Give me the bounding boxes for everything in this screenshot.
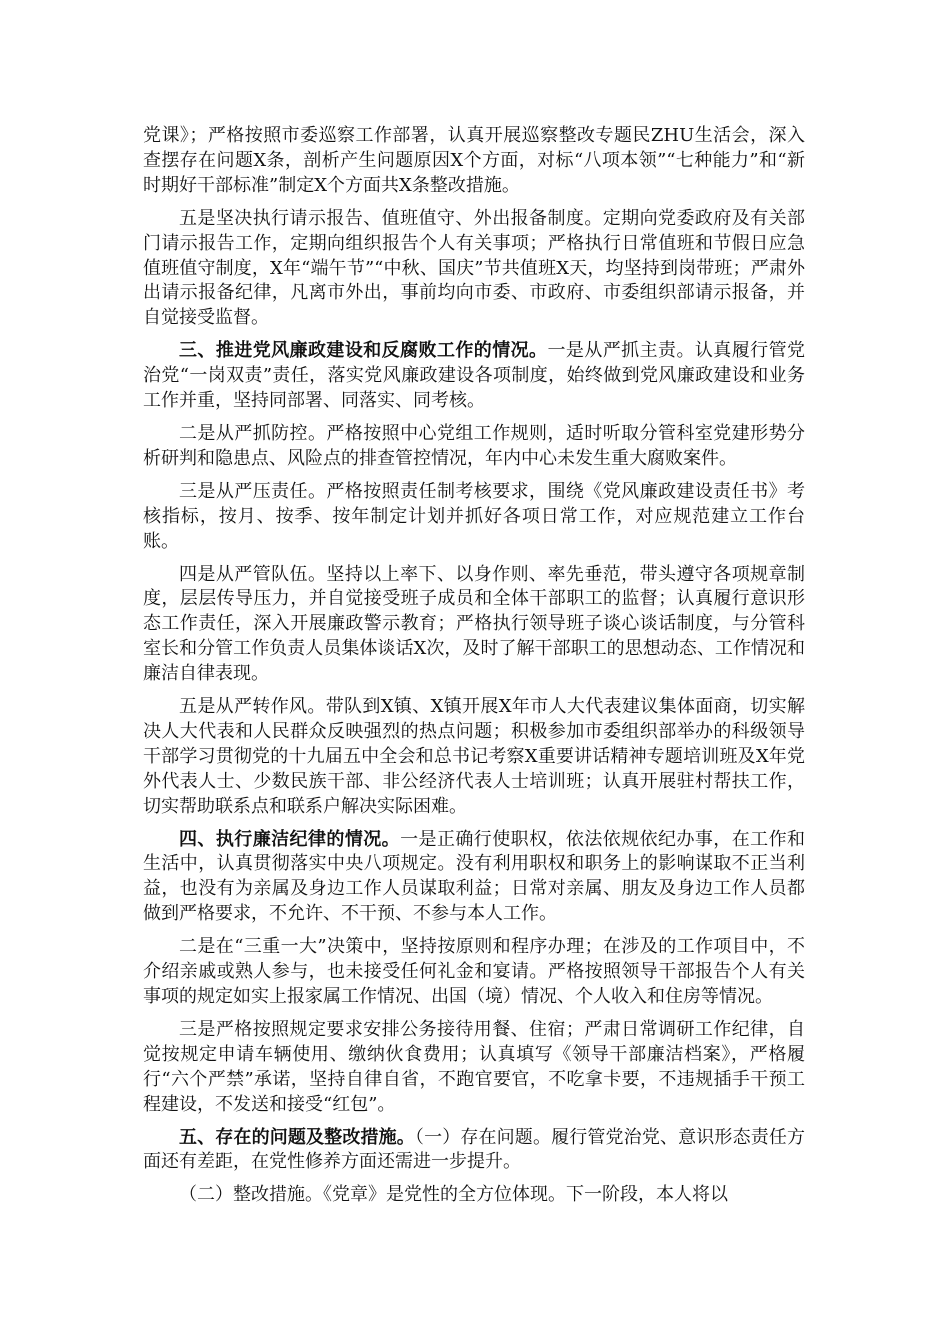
paragraph	[143, 563, 805, 688]
paragraph-text: （二）整改措施。《党章》是党性的全方位体现。下一阶段，本人将以	[179, 1184, 728, 1206]
section-heading: 三、推进党风廉政建设和反腐败工作的情况。	[179, 340, 548, 362]
document-body	[143, 124, 805, 1216]
paragraph	[143, 1183, 805, 1208]
paragraph-text: （一）存在问题。履行管党治党、意识形态责任方面还有差距，在党性修养方面还需进一步提升。	[143, 1126, 806, 1173]
section-heading: 四、执行廉洁纪律的情况。	[179, 828, 401, 850]
section-heading: 五、存在的问题及整改措施。	[179, 1126, 415, 1148]
paragraph-text: 一是正确行使职权，依法依规依纪办事，在工作和生活中，认真贯彻落实中央八项规定。没有利用职权和职务上的影响谋取不正当利益，也没有为亲属及身边工作人员谋取利益；日常对亲属、朋友及身边工作人员都做到严格要求，不允许、不干预、不参与本人工作。	[143, 828, 806, 925]
paragraph	[143, 339, 805, 414]
paragraph	[143, 828, 805, 928]
paragraph-text: 三是严格按照规定要求安排公务接待用餐、住宿；严肃日常调研工作纪律，自觉按规定申请车辆使用、缴纳伙食费用；认真填写《领导干部廉洁档案》，严格履行“六个严禁”承诺，坚持自律自省，不跑官要官，不吃拿卡要，不违规插手干预工程建设，不发送和接受“红包”。	[143, 1018, 805, 1115]
paragraph	[143, 480, 805, 555]
paragraph	[143, 422, 805, 472]
paragraph	[143, 935, 805, 1010]
paragraph	[143, 124, 805, 199]
paragraph-text: 四是从严管队伍。坚持以上率下、以身作则、率先垂范，带头遵守各项规章制度，层层传导压力，并自觉接受班子成员和全体干部职工的监督；认真履行意识形态工作责任，深入开展廉政警示教育；严格执行领导班子谈心谈话制度，与分管科室长和分管工作负责人员集体谈话X次，及时了解干部职工的思想动态、工作情况和廉洁自律表现。	[143, 563, 805, 685]
paragraph	[143, 695, 805, 820]
paragraph-text: 一是从严抓主责。认真履行管党治党“一岗双责”责任，落实党风廉政建设各项制度，始终做到党风廉政建设和业务工作并重，坚持同部署、同落实、同考核。	[143, 340, 805, 412]
paragraph-text: 党课》；严格按照市委巡察工作部署，认真开展巡察整改专题民ZHU生活会，深入查摆存在问题X条，剖析产生问题原因X个方面，对标“八项本领”“七种能力”和“新时期好干部标准”制定X个方面共X条整改措施。	[143, 125, 805, 196]
paragraph-text: 三是从严压责任。严格按照责任制考核要求，围绕《党风廉政建设责任书》考核指标，按月、按季、按年制定计划并抓好各项日常工作，对应规范建立工作台账。	[143, 480, 805, 552]
paragraph	[143, 207, 805, 332]
paragraph-text: 五是从严转作风。带队到X镇、X镇开展X年市人大代表建议集体面商，切实解决人大代表和人民群众反映强烈的热点问题；积极参加市委组织部举办的科级领导干部学习贯彻党的十九届五中全会和总书记考察X重要讲话精神专题培训班及X年党外代表人士、少数民族干部、非公经济代表人士培训班；认真开展驻村帮扶工作，切实帮助联系点和联系户解决实际困难。	[143, 696, 805, 817]
paragraph-text: 二是从严抓防控。严格按照中心党组工作规则，适时听取分管科室党建形势分析研判和隐患点、风险点的排查管控情况，年内中心未发生重大腐败案件。	[143, 422, 805, 469]
paragraph-text: 二是在“三重一大”决策中，坚持按原则和程序办理；在涉及的工作项目中，不介绍亲戚或熟人参与，也未接受任何礼金和宴请。严格按照领导干部报告个人有关事项的规定如实上报家属工作情况、出国（境）情况、个人收入和住房等情况。	[143, 936, 805, 1007]
paragraph	[143, 1126, 805, 1176]
paragraph	[143, 1018, 805, 1118]
paragraph-text: 五是坚决执行请示报告、值班值守、外出报备制度。定期向党委政府及有关部门请示报告工作，定期向组织报告个人有关事项；严格执行日常值班和节假日应急值班值守制度，X年“端午节”“中秋、国庆”节共值班X天，均坚持到岗带班；严肃外出请示报备纪律，凡离市外出，事前均向市委、市政府、市委组织部请示报备，并自觉接受监督。	[143, 207, 805, 329]
